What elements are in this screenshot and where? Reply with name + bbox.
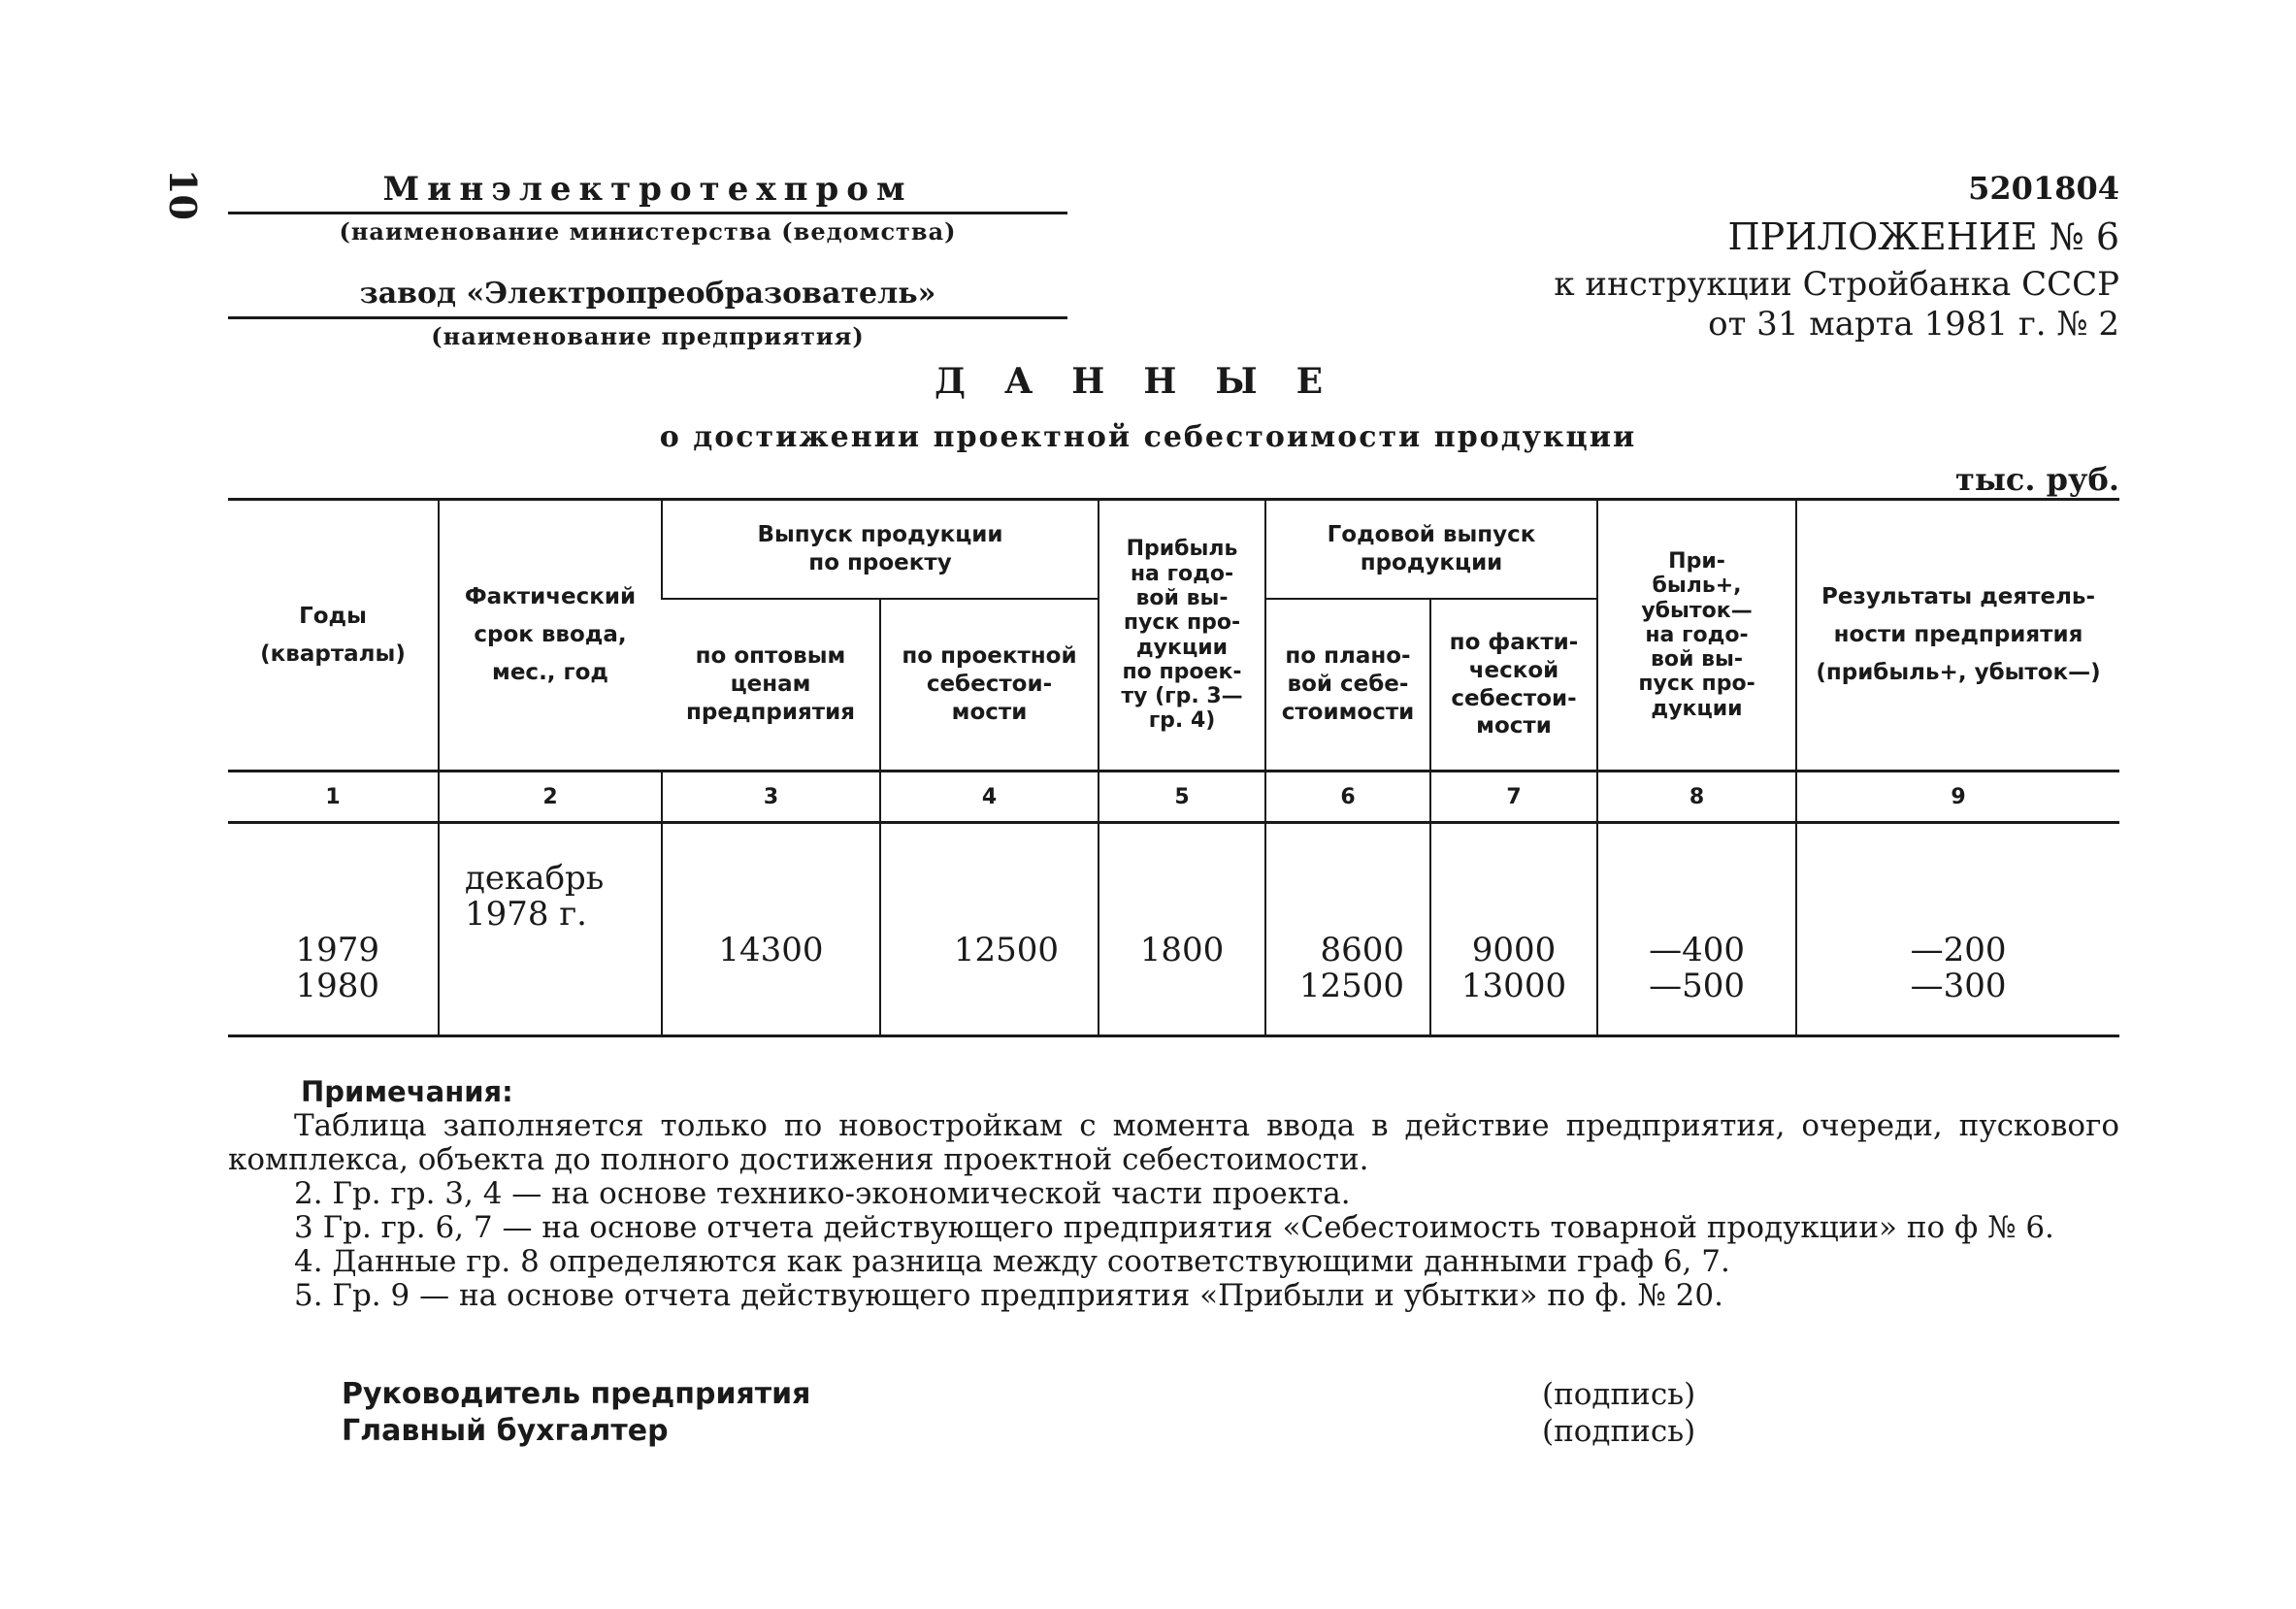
signature-row <box>342 1413 1700 1450</box>
signature-placeholder: (подпись) <box>1542 1414 1696 1449</box>
header-years: Годы (кварталы) <box>228 500 439 772</box>
appendix-title: ПРИЛОЖЕНИЕ № 6 <box>1727 215 2119 258</box>
header-project-cost: по проектной себестои- мости <box>880 599 1099 772</box>
notes <box>228 1075 2119 1313</box>
column-number: 5 <box>1099 772 1265 823</box>
header-results: Результаты деятель- ности предприятия (прибыль+, убыток—) <box>1796 500 2119 772</box>
document-number: 5201804 <box>1968 170 2119 207</box>
ministry-caption: (наименование министерства (ведомства) <box>339 217 957 246</box>
ministry-name: Минэлектротехпром <box>382 170 913 209</box>
cell-project-cost: 12500 <box>880 823 1099 1036</box>
signature-label: Главный бухгалтер <box>342 1414 669 1448</box>
cell-profit: 1800 <box>1099 823 1265 1036</box>
note-item: 4. Данные гр. 8 определяются как разница между соответствующими данными граф 6, 7. <box>294 1244 1730 1279</box>
header-wholesale: по оптовым ценам предприятия <box>662 599 880 772</box>
header-annual-output: Годовой выпуск продукции <box>1265 500 1597 600</box>
enterprise-name: завод «Электропреобразователь» <box>359 277 936 311</box>
column-number: 6 <box>1265 772 1430 823</box>
cell-results: —200 —300 <box>1796 823 2119 1036</box>
header-project-output: Выпуск продукции по проекту <box>662 500 1099 600</box>
column-number: 4 <box>880 772 1099 823</box>
column-number: 1 <box>228 772 439 823</box>
units-label: тыс. руб. <box>1954 461 2119 498</box>
instruction-line-2: от 31 марта 1981 г. № 2 <box>1708 304 2119 344</box>
ministry-underline <box>228 212 1067 214</box>
column-number: 2 <box>439 772 662 823</box>
header-actual-date: Фактический срок ввода, мес., год <box>439 500 662 772</box>
instruction-reference <box>1554 265 2119 345</box>
header-profit: Прибыль на годо- вой вы- пуск про- дукции по проек- ту (гр. 3— гр. 4) <box>1099 500 1265 772</box>
column-number: 9 <box>1796 772 2119 823</box>
enterprise-underline <box>228 316 1067 319</box>
signature-row <box>342 1376 1700 1413</box>
document-title: ДАННЫЕ <box>934 361 1362 402</box>
header-profit-loss: При- быль+, убыток— на годо- вой вы- пуск про- дукции <box>1597 500 1796 772</box>
cell-actual-cost: 9000 13000 <box>1430 823 1597 1036</box>
signature-label: Руководитель предприятия <box>342 1377 811 1411</box>
cell-wholesale: 14300 <box>662 823 880 1036</box>
cell-profit-loss: —400 —500 <box>1597 823 1796 1036</box>
instruction-line-1: к инструкции Стройбанка СССР <box>1554 265 2119 304</box>
document-subtitle: о достижении проектной себестоимости продукции <box>659 420 1637 454</box>
column-number: 3 <box>662 772 880 823</box>
data-table <box>228 498 2119 1037</box>
note-item: Таблица заполняется только по новостройкам с момента ввода в действие предприятия, очереди, пускового комплекса, объекта до полного достижения проектной себестоимости. <box>228 1108 2119 1177</box>
column-number: 7 <box>1430 772 1597 823</box>
notes-heading: Примечания: <box>301 1075 513 1108</box>
page-number: 10 <box>160 169 205 220</box>
note-item: 3 Гр. гр. 6, 7 — на основе отчета действующего предприятия «Себестоимость товарной продукции» по ф № 6. <box>294 1210 2054 1245</box>
header-planned-cost: по плано- вой себе- стоимости <box>1265 599 1430 772</box>
signatures <box>342 1376 1700 1450</box>
header-actual-cost: по факти- ческой себестои- мости <box>1430 599 1597 772</box>
cell-actual-date: декабрь 1978 г. <box>439 823 662 1036</box>
enterprise-caption: (наименование предприятия) <box>431 322 865 350</box>
note-item: 2. Гр. гр. 3, 4 — на основе технико-экономической части проекта. <box>294 1176 1351 1211</box>
cell-years: 1979 1980 <box>228 823 439 1036</box>
signature-placeholder: (подпись) <box>1542 1377 1696 1412</box>
column-number: 8 <box>1597 772 1796 823</box>
cell-planned-cost: 8600 12500 <box>1265 823 1430 1036</box>
note-item: 5. Гр. 9 — на основе отчета действующего предприятия «Прибыли и убытки» по ф. № 20. <box>294 1278 1723 1313</box>
